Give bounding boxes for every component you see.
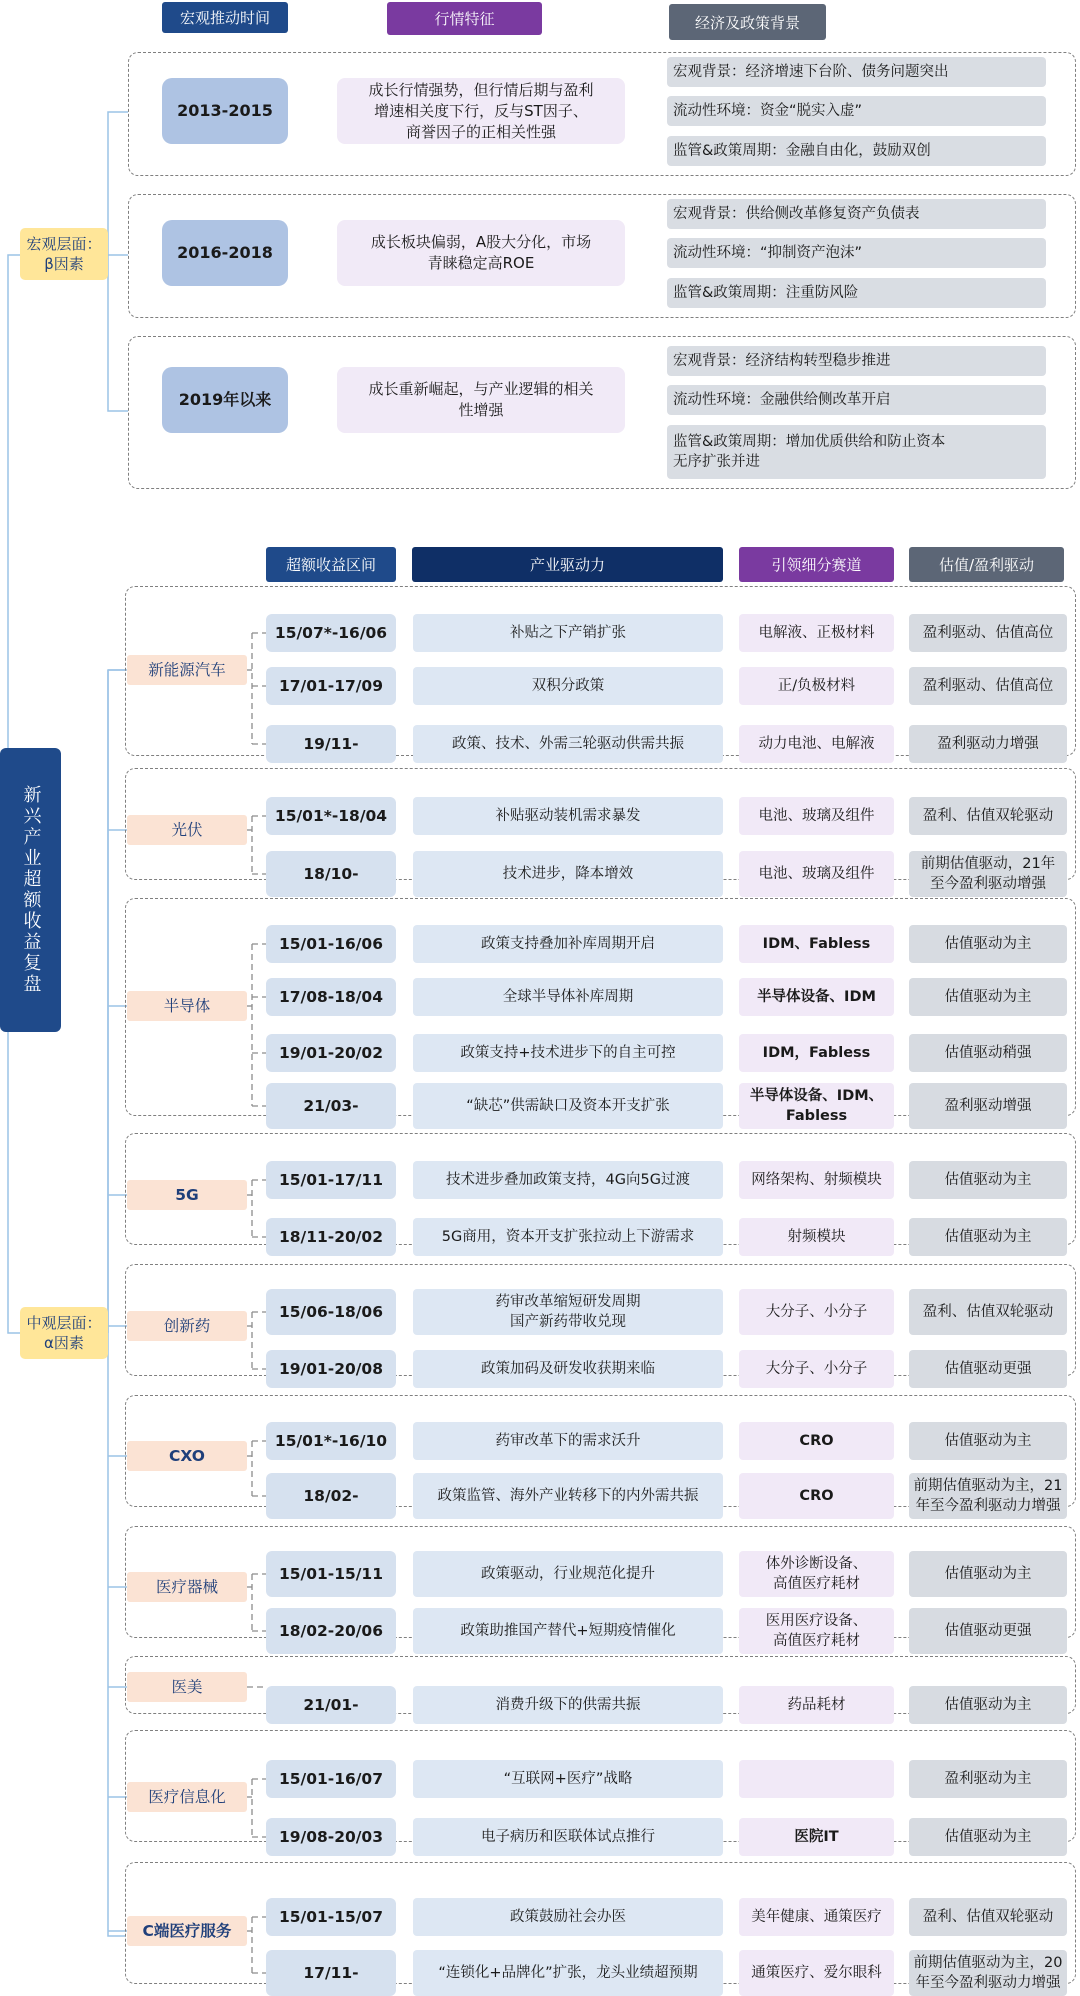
period-cell: 15/01*-18/04	[266, 797, 396, 835]
period-cell: 15/01-16/06	[266, 925, 396, 963]
track-cell: IDM、Fabless	[739, 925, 894, 963]
valuation-cell: 估值驱动稍强	[909, 1034, 1067, 1072]
driver-cell: 药审改革缩短研发周期 国产新药带收兑现	[413, 1289, 723, 1335]
industry-label: 医疗信息化	[127, 1782, 247, 1812]
industry-label: 医疗器械	[127, 1572, 247, 1602]
driver-cell: 消费升级下的供需共振	[413, 1686, 723, 1724]
track-cell: 射频模块	[739, 1218, 894, 1256]
track-cell: 电解液、正极材料	[739, 614, 894, 652]
track-cell: 网络架构、射频模块	[739, 1161, 894, 1199]
meso-header-driver: 产业驱动力	[412, 547, 723, 582]
macro-background-item: 流动性环境：金融供给侧改革开启	[667, 385, 1046, 415]
industry-label: CXO	[127, 1441, 247, 1471]
industry-label: 新能源汽车	[127, 655, 247, 685]
track-cell: 半导体设备、IDM、 Fabless	[739, 1083, 894, 1129]
valuation-cell: 盈利驱动、估值高位	[909, 614, 1067, 652]
track-cell: 电池、玻璃及组件	[739, 797, 894, 835]
valuation-cell: 估值驱动为主	[909, 1551, 1067, 1597]
industry-label: 创新药	[127, 1311, 247, 1341]
valuation-cell: 估值驱动为主	[909, 1686, 1067, 1724]
driver-cell: 政策监管、海外产业转移下的内外需共振	[413, 1473, 723, 1519]
valuation-cell: 盈利驱动为主	[909, 1760, 1067, 1798]
period-cell: 19/11-	[266, 725, 396, 763]
track-cell	[739, 1760, 894, 1798]
macro-header-time: 宏观推动时间	[162, 2, 288, 33]
valuation-cell: 前期估值驱动为主，21 年至今盈利驱动力增强	[909, 1473, 1067, 1519]
valuation-cell: 盈利驱动增强	[909, 1083, 1067, 1129]
macro-period: 2019年以来	[162, 367, 288, 433]
macro-feature: 成长行情强势，但行情后期与盈利 增速相关度下行，反与ST因子、 商誉因子的正相关性强	[337, 78, 625, 144]
macro-background-item: 监管&政策周期：金融自由化，鼓励双创	[667, 136, 1046, 166]
macro-background-item: 流动性环境：“抑制资产泡沫”	[667, 238, 1046, 268]
driver-cell: 5G商用，资本开支扩张拉动上下游需求	[413, 1218, 723, 1256]
macro-feature: 成长重新崛起，与产业逻辑的相关 性增强	[337, 367, 625, 433]
period-cell: 17/11-	[266, 1950, 396, 1996]
driver-cell: 补贴驱动装机需求暴发	[413, 797, 723, 835]
period-cell: 15/01-15/11	[266, 1551, 396, 1597]
track-cell: 通策医疗、爱尔眼科	[739, 1950, 894, 1996]
driver-cell: 政策鼓励社会办医	[413, 1898, 723, 1936]
meso-header-period: 超额收益区间	[266, 547, 396, 582]
valuation-cell: 盈利驱动、估值高位	[909, 667, 1067, 705]
period-cell: 19/08-20/03	[266, 1818, 396, 1856]
track-cell: 半导体设备、IDM	[739, 978, 894, 1016]
valuation-cell: 估值驱动为主	[909, 978, 1067, 1016]
period-cell: 15/06-18/06	[266, 1289, 396, 1335]
industry-label: 5G	[127, 1180, 247, 1210]
track-cell: 正/负极材料	[739, 667, 894, 705]
period-cell: 15/07*-16/06	[266, 614, 396, 652]
valuation-cell: 盈利、估值双轮驱动	[909, 1898, 1067, 1936]
period-cell: 18/02-20/06	[266, 1608, 396, 1654]
macro-feature: 成长板块偏弱，A股大分化，市场 青睐稳定高ROE	[337, 220, 625, 286]
track-cell: 动力电池、电解液	[739, 725, 894, 763]
macro-background-item: 监管&政策周期：增加优质供给和防止资本 无序扩张并进	[667, 425, 1046, 479]
meso-header-valuation: 估值/盈利驱动	[909, 547, 1064, 582]
track-cell: 医院IT	[739, 1818, 894, 1856]
valuation-cell: 前期估值驱动，21年 至今盈利驱动增强	[909, 851, 1067, 897]
root-to-macro-line	[8, 255, 20, 748]
track-cell: 体外诊断设备、 高值医疗耗材	[739, 1551, 894, 1597]
driver-cell: 政策支持叠加补库周期开启	[413, 925, 723, 963]
valuation-cell: 估值驱动为主	[909, 1161, 1067, 1199]
root-title: 新兴产业超额收益复盘	[0, 748, 61, 1032]
period-cell: 18/02-	[266, 1473, 396, 1519]
macro-to-row1-line	[108, 112, 128, 255]
period-cell: 15/01-16/07	[266, 1760, 396, 1798]
driver-cell: 技术进步叠加政策支持，4G向5G过渡	[413, 1161, 723, 1199]
track-cell: 大分子、小分子	[739, 1289, 894, 1335]
period-cell: 15/01-17/11	[266, 1161, 396, 1199]
period-cell: 15/01-15/07	[266, 1898, 396, 1936]
valuation-cell: 前期估值驱动为主，20 年至今盈利驱动力增强	[909, 1950, 1067, 1996]
driver-cell: 政策驱动，行业规范化提升	[413, 1551, 723, 1597]
valuation-cell: 盈利驱动力增强	[909, 725, 1067, 763]
macro-period: 2013-2015	[162, 78, 288, 144]
period-cell: 21/03-	[266, 1083, 396, 1129]
track-cell: CRO	[739, 1473, 894, 1519]
driver-cell: 政策、技术、外需三轮驱动供需共振	[413, 725, 723, 763]
valuation-cell: 估值驱动为主	[909, 1218, 1067, 1256]
driver-cell: 电子病历和医联体试点推行	[413, 1818, 723, 1856]
driver-cell: 政策助推国产替代+短期疫情催化	[413, 1608, 723, 1654]
driver-cell: 补贴之下产销扩张	[413, 614, 723, 652]
industry-label: 医美	[127, 1672, 247, 1702]
macro-to-row3-line	[108, 255, 128, 411]
valuation-cell: 盈利、估值双轮驱动	[909, 797, 1067, 835]
valuation-cell: 盈利、估值双轮驱动	[909, 1289, 1067, 1335]
valuation-cell: 估值驱动更强	[909, 1608, 1067, 1654]
driver-cell: 药审改革下的需求沃升	[413, 1422, 723, 1460]
macro-background-item: 监管&政策周期：注重防风险	[667, 278, 1046, 308]
meso-header-track: 引领细分赛道	[739, 547, 894, 582]
track-cell: 美年健康、通策医疗	[739, 1898, 894, 1936]
period-cell: 19/01-20/08	[266, 1350, 396, 1388]
track-cell: 电池、玻璃及组件	[739, 851, 894, 897]
valuation-cell: 估值驱动为主	[909, 925, 1067, 963]
track-cell: IDM，Fabless	[739, 1034, 894, 1072]
driver-cell: 全球半导体补库周期	[413, 978, 723, 1016]
industry-label: 半导体	[127, 991, 247, 1021]
macro-level-label: 宏观层面： β因素	[20, 228, 108, 280]
driver-cell: “连锁化+品牌化”扩张，龙头业绩超预期	[413, 1950, 723, 1996]
driver-cell: 双积分政策	[413, 667, 723, 705]
driver-cell: 技术进步，降本增效	[413, 851, 723, 897]
period-cell: 15/01*-16/10	[266, 1422, 396, 1460]
macro-background-item: 宏观背景：经济结构转型稳步推进	[667, 346, 1046, 376]
valuation-cell: 估值驱动更强	[909, 1350, 1067, 1388]
period-cell: 19/01-20/02	[266, 1034, 396, 1072]
period-cell: 18/10-	[266, 851, 396, 897]
driver-cell: 政策支持+技术进步下的自主可控	[413, 1034, 723, 1072]
driver-cell: “互联网+医疗”战略	[413, 1760, 723, 1798]
meso-top-branch-line	[108, 670, 125, 1333]
industry-label: 光伏	[127, 815, 247, 845]
period-cell: 18/11-20/02	[266, 1218, 396, 1256]
meso-level-label: 中观层面： α因素	[20, 1307, 108, 1359]
macro-background-item: 宏观背景：供给侧改革修复资产负债表	[667, 199, 1046, 229]
valuation-cell: 估值驱动为主	[909, 1818, 1067, 1856]
track-cell: 医用医疗设备、 高值医疗耗材	[739, 1608, 894, 1654]
industry-label: C端医疗服务	[127, 1916, 247, 1946]
macro-background-item: 流动性环境：资金“脱实入虚”	[667, 96, 1046, 126]
track-cell: CRO	[739, 1422, 894, 1460]
valuation-cell: 估值驱动为主	[909, 1422, 1067, 1460]
macro-period: 2016-2018	[162, 220, 288, 286]
driver-cell: 政策加码及研发收获期来临	[413, 1350, 723, 1388]
period-cell: 17/01-17/09	[266, 667, 396, 705]
track-cell: 药品耗材	[739, 1686, 894, 1724]
period-cell: 21/01-	[266, 1686, 396, 1724]
macro-background-item: 宏观背景：经济增速下台阶、债务问题突出	[667, 57, 1046, 87]
meso-bottom-branch-line	[108, 670, 125, 1936]
macro-header-feature: 行情特征	[387, 2, 542, 35]
track-cell: 大分子、小分子	[739, 1350, 894, 1388]
period-cell: 17/08-18/04	[266, 978, 396, 1016]
driver-cell: “缺芯”供需缺口及资本开支扩张	[413, 1083, 723, 1129]
macro-header-background: 经济及政策背景	[669, 4, 826, 40]
